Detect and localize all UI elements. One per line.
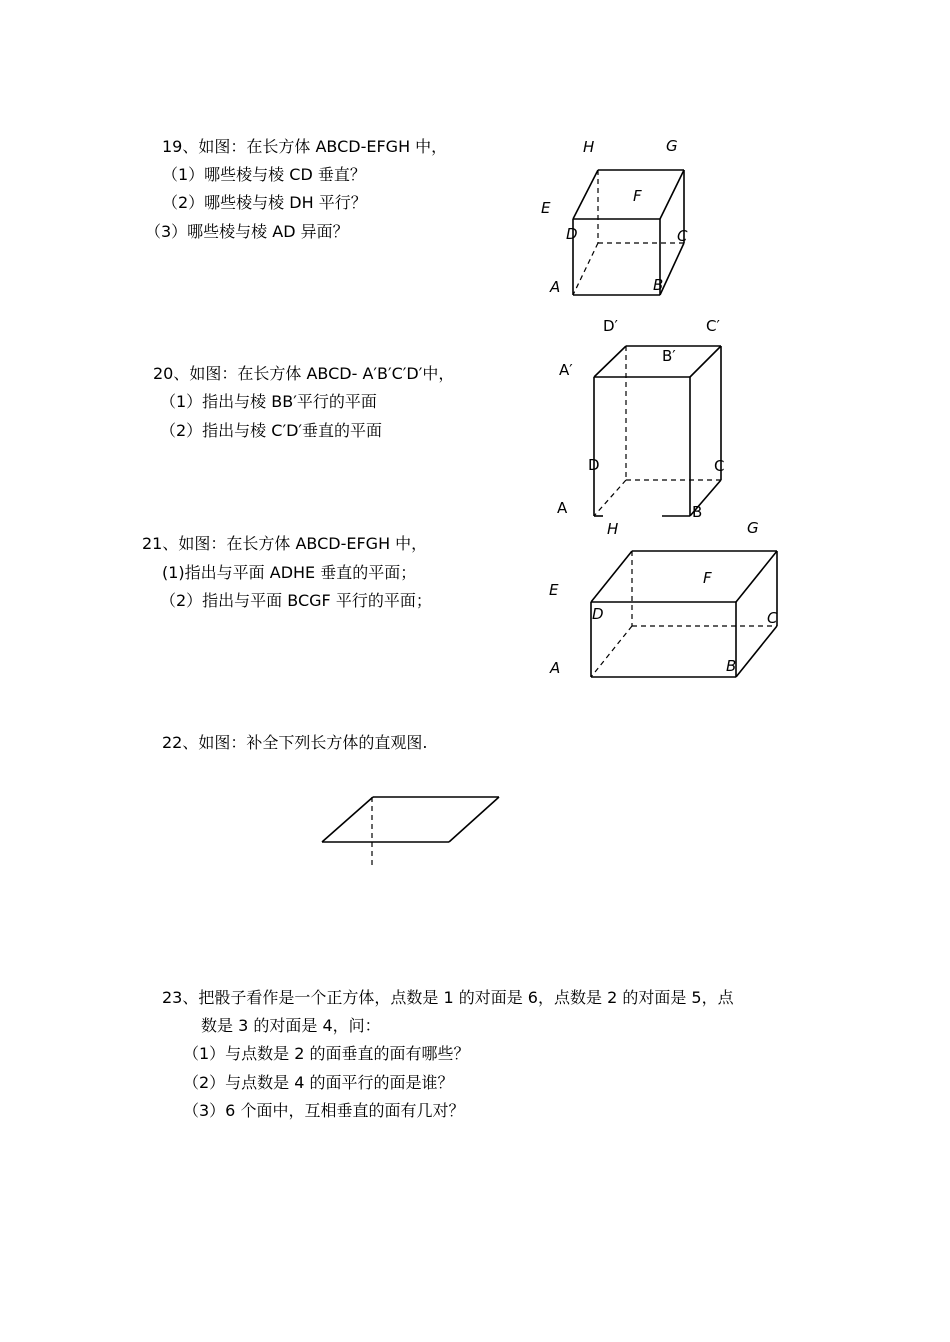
q19-label-E: E xyxy=(541,199,551,217)
edge xyxy=(322,797,373,842)
q21-stem: 21、如图：在长方体 ABCD-EFGH 中， xyxy=(142,534,428,553)
q21-label-B: B xyxy=(726,657,737,675)
q20-label-Dprime: D′ xyxy=(603,317,618,335)
q21-label-G: G xyxy=(747,519,759,537)
q19-label-A: A xyxy=(550,278,561,296)
q19-part3: （3）哪些棱与棱 AD 异面？ xyxy=(145,222,349,241)
q19-stem: 19、如图：在长方体 ABCD-EFGH 中， xyxy=(162,137,448,156)
q21-label-E: E xyxy=(549,581,559,599)
q21-part1: (1)指出与平面 ADHE 垂直的平面； xyxy=(162,563,417,582)
q21-label-A: A xyxy=(550,659,561,677)
q20-part2: （2）指出与棱 C′D′垂直的平面 xyxy=(160,421,383,440)
q20-label-Aprime: A′ xyxy=(559,361,573,379)
q19-label-B: B xyxy=(653,276,664,294)
q20-label-D: D xyxy=(588,456,600,474)
q20-label-B: B xyxy=(692,503,703,521)
edge xyxy=(449,797,499,842)
q20-label-A: A xyxy=(557,499,568,517)
q19-label-H: H xyxy=(583,138,595,156)
q21-label-F: F xyxy=(703,569,712,587)
q19-label-C: C xyxy=(677,227,688,245)
q20-part1: （1）指出与棱 BB′平行的平面 xyxy=(160,392,377,411)
q19-part2: （2）哪些棱与棱 DH 平行？ xyxy=(162,193,367,212)
q19-part1: （1）哪些棱与棱 CD 垂直？ xyxy=(162,165,366,184)
q21-label-D: D xyxy=(592,605,604,623)
q19-label-D: D xyxy=(566,225,578,243)
q20-label-C: C xyxy=(714,457,725,475)
q23-stem-line2: 数是 3 的对面是 4，问： xyxy=(201,1016,381,1035)
q23-part1: （1）与点数是 2 的面垂直的面有哪些？ xyxy=(183,1044,470,1063)
q23-part2: （2）与点数是 4 的面平行的面是谁？ xyxy=(183,1073,454,1092)
q21-part2: （2）指出与平面 BCGF 平行的平面； xyxy=(160,591,432,610)
q20-label-Cprime: C′ xyxy=(706,317,720,335)
q19-label-F: F xyxy=(633,187,642,205)
q20-stem: 20、如图：在长方体 ABCD- A′B′C′D′中， xyxy=(153,364,455,383)
q19-label-G: G xyxy=(666,137,678,155)
q21-label-H: H xyxy=(607,520,619,538)
q22-stem: 22、如图：补全下列长方体的直观图. xyxy=(162,733,428,752)
q20-label-Bprime: B′ xyxy=(662,347,676,365)
q23-stem-line1: 23、把骰子看作是一个正方体，点数是 1 的对面是 6，点数是 2 的对面是 5，点 xyxy=(162,988,734,1007)
q21-label-C: C xyxy=(767,609,778,627)
q23-part3: （3）6 个面中，互相垂直的面有几对？ xyxy=(183,1101,465,1120)
